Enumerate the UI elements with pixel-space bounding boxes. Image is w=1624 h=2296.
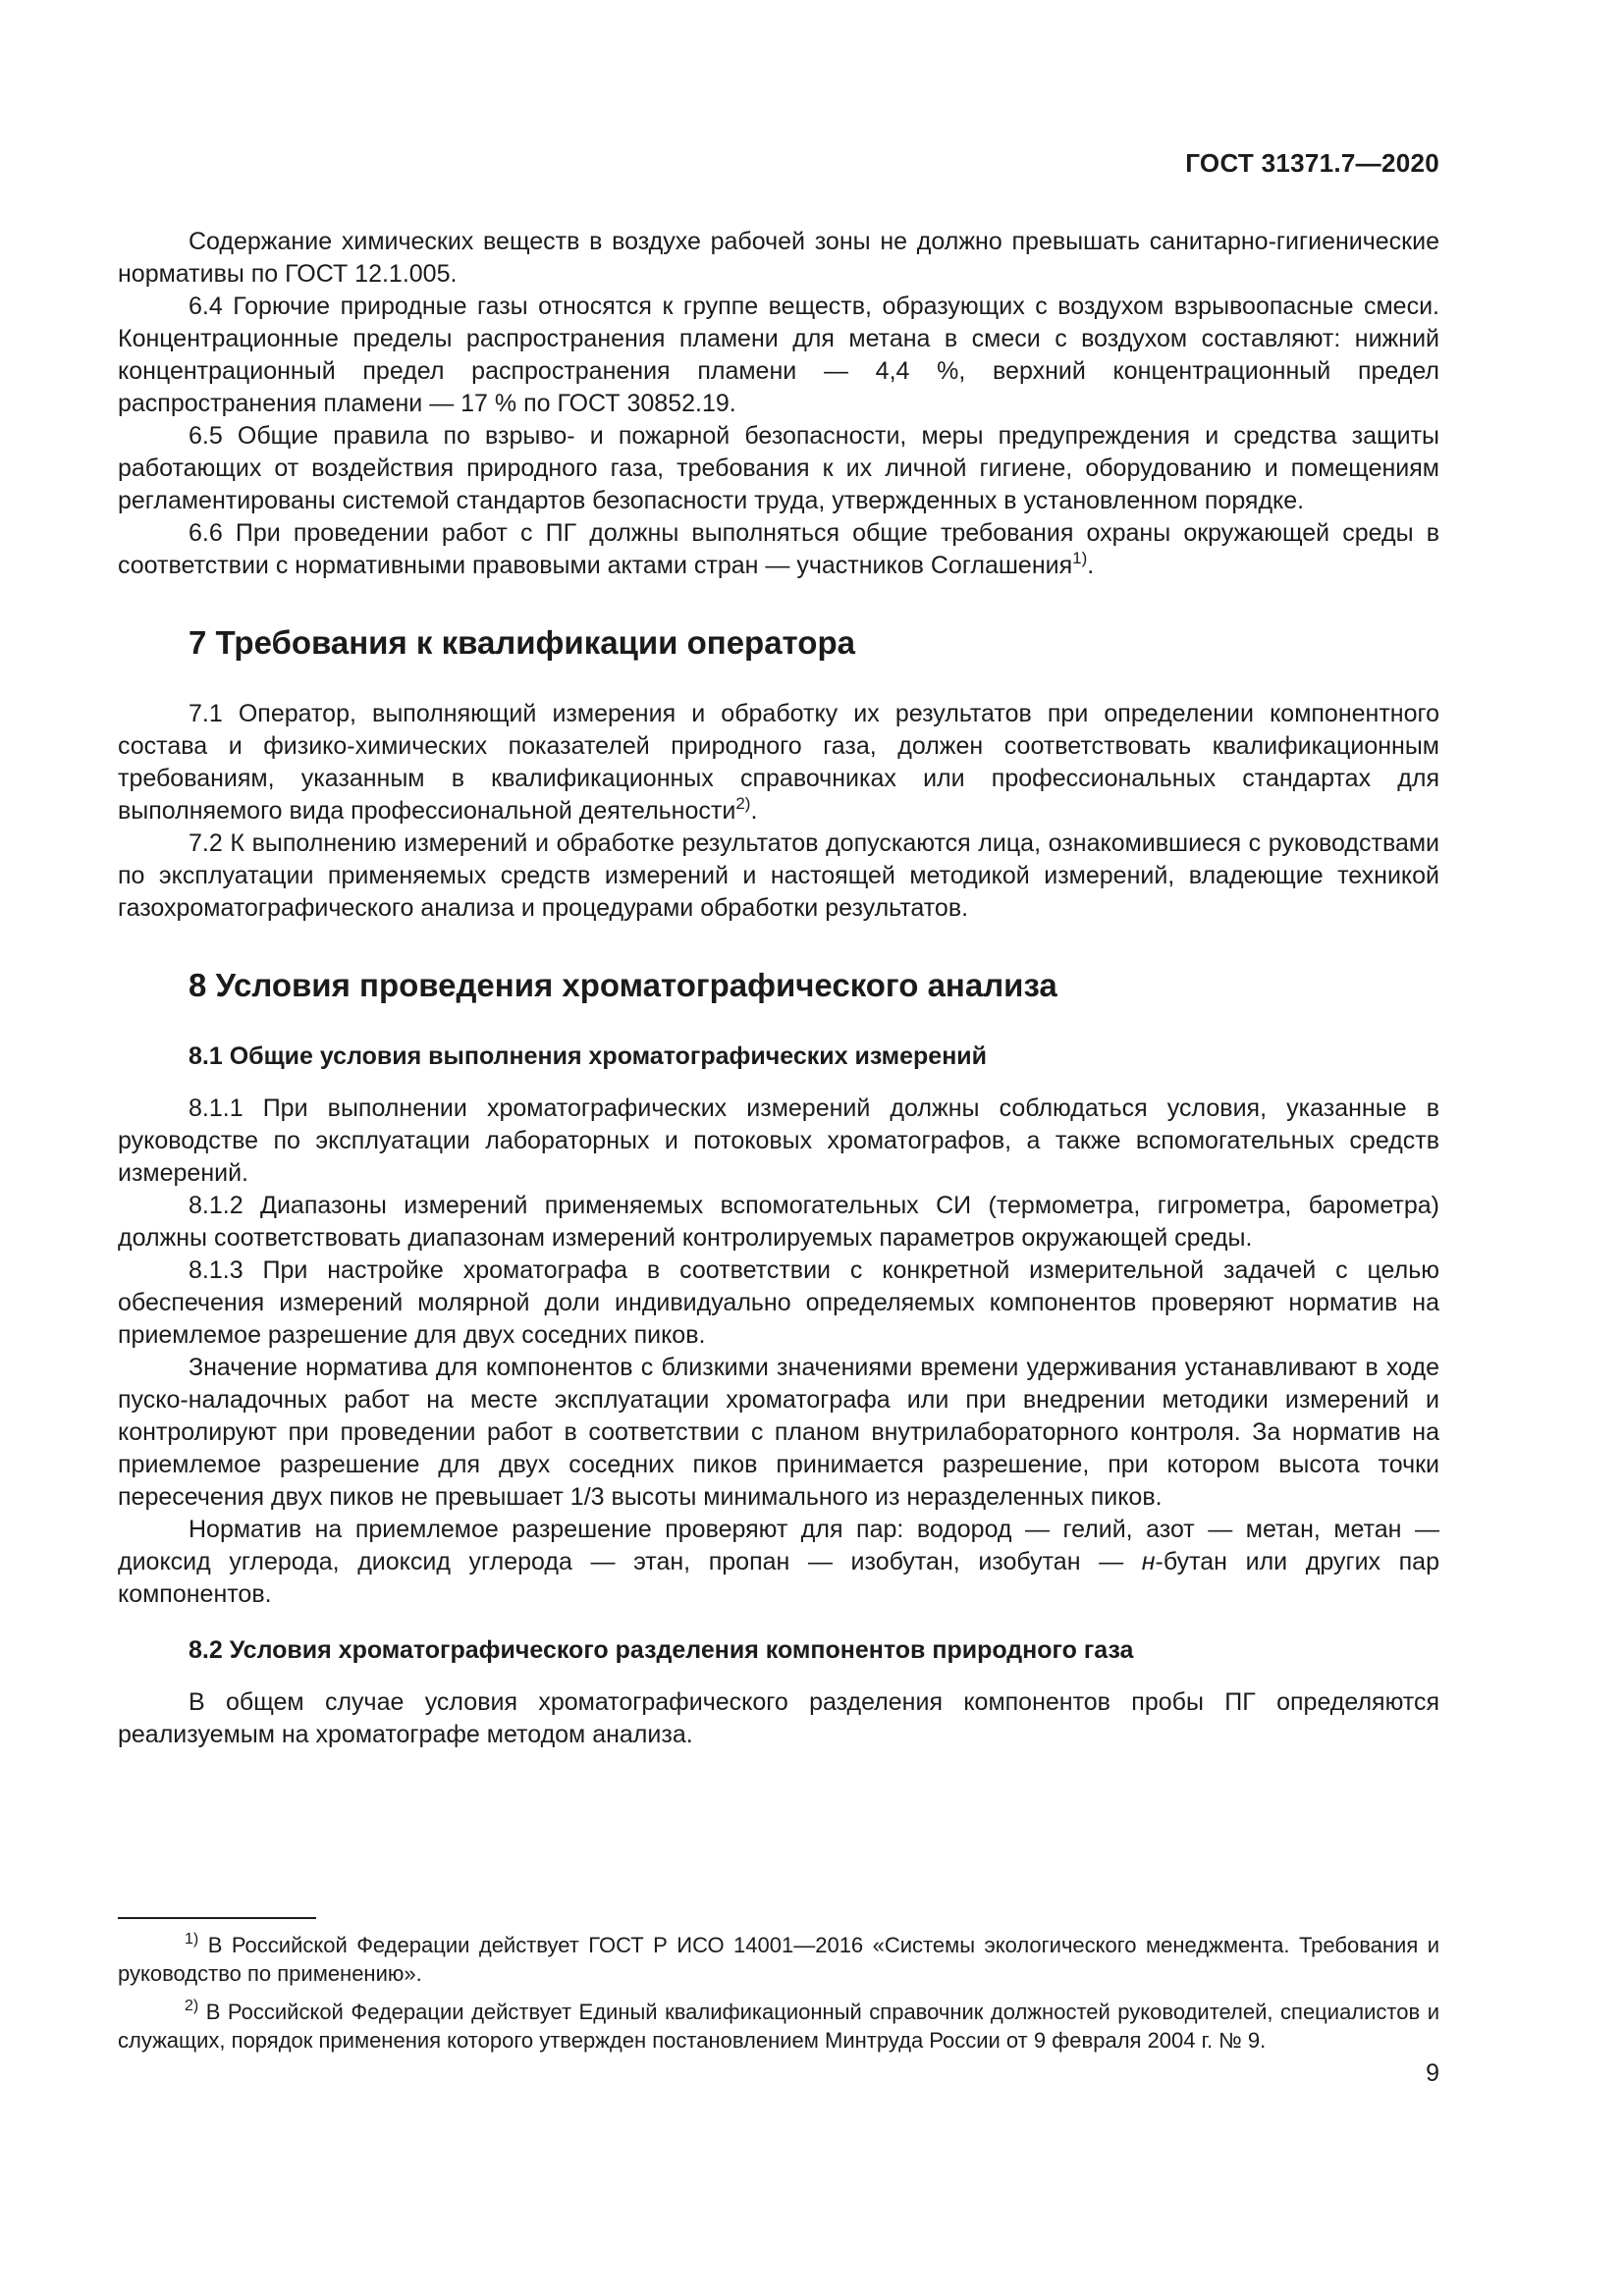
paragraph-6-5: 6.5 Общие правила по взрыво- и пожарной безопасности, меры предупреждения и средства защиты работающих от воздействия природного газа, требования к их личной гигиене, оборудованию и помещениям регламентированы системой стандартов безопасности труда, утвержденных в установленном порядке. — [118, 422, 1439, 514]
footnotes — [118, 1931, 1439, 2064]
paragraph-norm-pairs-italic: н — [1141, 1548, 1156, 1575]
footnote-2-text: В Российской Федерации действует Единый квалификационный справочник должностей руководителей, специалистов и служащих, порядок применения которого утвержден постановлением Минтруда России от 9 февраля 2004 г. № 9. — [118, 2000, 1439, 2053]
footnote-1-text: В Российской Федерации действует ГОСТ Р ИСО 14001—2016 «Системы экологического менеджмента. Требования и руководство по применению». — [118, 1933, 1439, 1986]
paragraph-norm-pairs — [118, 1514, 1439, 1611]
paragraph-norm-pairs-a: Норматив на приемлемое разрешение проверяют для пар: водород — гелий, азот — метан, метан — диоксид углерода, диоксид углерода — этан, пропан — изобутан, изобутан — — [118, 1516, 1439, 1575]
body-text — [118, 226, 1439, 1751]
paragraph-8-1-2: 8.1.2 Диапазоны измерений применяемых вспомогательных СИ (термометра, гигрометра, барометра) должны соответствовать диапазонам измерений контролируемых параметров окружающей среды. — [118, 1192, 1439, 1252]
footnote-ref-2[interactable]: 2) — [735, 794, 751, 813]
paragraph-7-2: 7.2 К выполнению измерений и обработке результатов допускаются лица, ознакомившиеся с руководствами по эксплуатации применяемых средств измерений и настоящей методикой измерений, владеющие техникой газохроматографического анализа и процедурами обработки результатов. — [118, 829, 1439, 922]
paragraph-6-6-end: . — [1087, 552, 1095, 579]
paragraph-7-1-text: 7.1 Оператор, выполняющий измерения и обработку их результатов при определении компонентного состава и физико-химических показателей природного газа, должен соответствовать квалификационным требованиям, указанным в квалификационных справочниках или профессиональных стандартах для выполняемого вида профессиональной деятельности — [118, 700, 1439, 825]
paragraph-norm-pairs-b: -бутан или других пар компонентов. — [118, 1548, 1439, 1608]
paragraph-7-1 — [118, 698, 1439, 828]
paragraph-6-6-text: 6.6 При проведении работ с ПГ должны выполняться общие требования охраны окружающей среды в соответствии с нормативными правовыми актами стран — участников Соглашения — [118, 519, 1439, 579]
page-number: 9 — [1426, 2059, 1439, 2087]
section-8-heading: 8 Условия проведения хроматографического анализа — [189, 967, 1057, 1003]
subsection-8-1-heading: 8.1 Общие условия выполнения хроматографических измерений — [189, 1042, 988, 1070]
paragraph-8-1-3: 8.1.3 При настройке хроматографа в соответствии с конкретной измерительной задачей с целью обеспечения измерений молярной доли индивидуально определяемых компонентов проверяют норматив на приемлемое разрешение для двух соседних пиков. — [118, 1256, 1439, 1349]
footnote-1-mark: 1) — [185, 1931, 199, 1948]
paragraph-6-4: 6.4 Горючие природные газы относятся к группе веществ, образующих с воздухом взрывоопасные смеси. Концентрационные пределы распространения пламени для метана в смеси с воздухом составляют: нижний концентрационный предел распространения пламени — 4,4 %, верхний концентрационный предел распространения пламени — 17 % по ГОСТ 30852.19. — [118, 293, 1439, 417]
section-7-heading: 7 Требования к квалификации оператора — [189, 624, 855, 661]
paragraph-8-2: В общем случае условия хроматографического разделения компонентов пробы ПГ определяются реализуемым на хроматографе методом анализа. — [118, 1688, 1439, 1748]
paragraph-6-3-cont: Содержание химических веществ в воздухе рабочей зоны не должно превышать санитарно-гигиенические нормативы по ГОСТ 12.1.005. — [118, 228, 1439, 288]
footnote-2 — [118, 1998, 1439, 2055]
subsection-8-2-heading: 8.2 Условия хроматографического разделения компонентов природного газа — [189, 1636, 1134, 1664]
footnote-ref-1[interactable]: 1) — [1072, 549, 1088, 567]
paragraph-6-6 — [118, 517, 1439, 582]
footnote-1 — [118, 1931, 1439, 1988]
document-id-header: ГОСТ 31371.7—2020 — [1185, 148, 1439, 178]
paragraph-7-1-end: . — [750, 797, 758, 825]
paragraph-8-1-1: 8.1.1 При выполнении хроматографических измерений должны соблюдаться условия, указанные в руководстве по эксплуатации лабораторных и потоковых хроматографов, а также вспомогательных средств измерений. — [118, 1095, 1439, 1187]
footnote-2-mark: 2) — [185, 1998, 199, 2014]
footnote-separator — [118, 1917, 316, 1919]
paragraph-norm-value: Значение норматива для компонентов с близкими значениями времени удерживания устанавливают в ходе пуско-наладочных работ на месте эксплуатации хроматографа или при внедрении методики измерений и контролируют при проведении работ в соответствии с планом внутрилабораторного контроля. За норматив на приемлемое разрешение для двух соседних пиков принимается разрешение, при котором высота точки пересечения двух пиков не превышает 1/3 высоты минимального из неразделенных пиков. — [118, 1354, 1439, 1511]
